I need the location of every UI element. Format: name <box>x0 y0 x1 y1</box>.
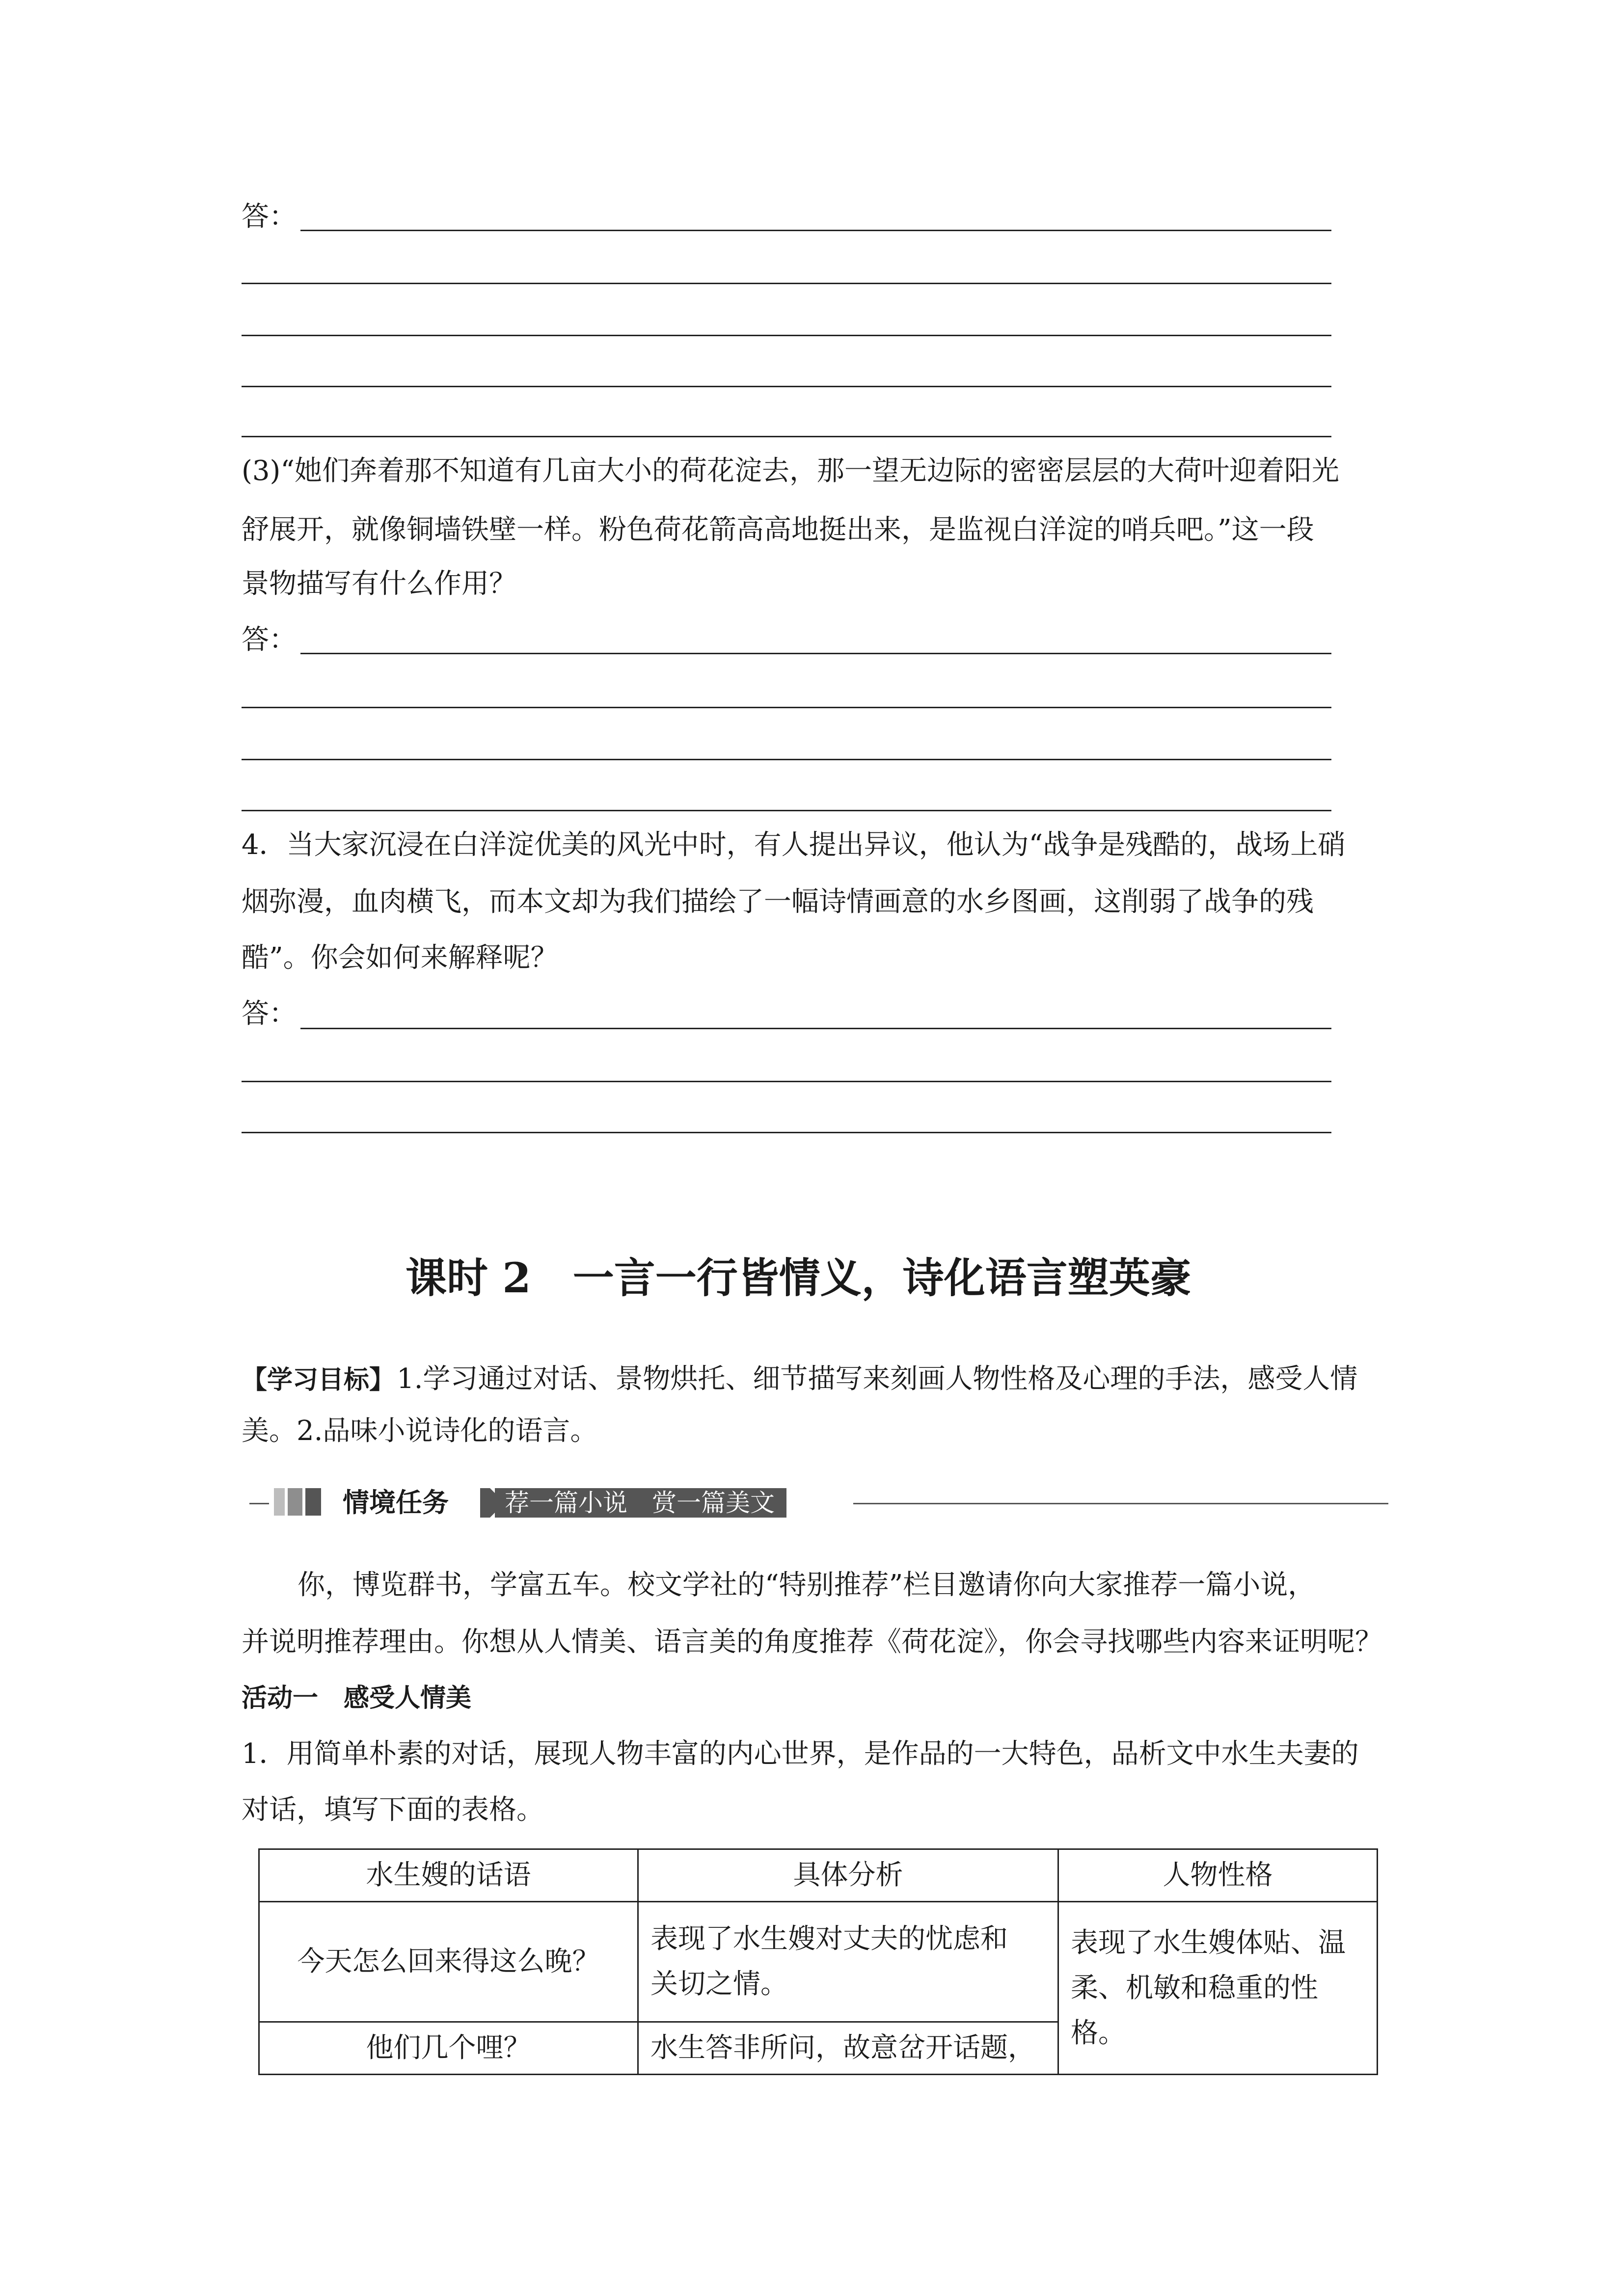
question-4-line: 4．当大家沉浸在白洋淀优美的风光中时，有人提出异议，他认为“战争是残酷的，战场上硝 <box>242 829 1346 861</box>
banner-subtitle: 荐一篇小说 赏一篇美文 <box>505 1489 775 1517</box>
table-header: 具体分析 <box>638 1849 1058 1902</box>
analysis-line: 水生答非所问，故意岔开话题， <box>650 2032 1035 2064</box>
answer-line[interactable] <box>242 283 1331 284</box>
answer-line[interactable] <box>300 653 1331 654</box>
banner-block <box>288 1488 302 1516</box>
trait-line: 柔、机敏和稳重的性格。 <box>1071 1972 1318 2049</box>
table-row <box>259 1902 1378 2022</box>
lesson-title <box>406 1254 1240 1302</box>
trait-line: 表现了水生嫂体贴、温 <box>1071 1926 1346 1959</box>
answer-line[interactable] <box>242 1132 1331 1133</box>
banner-block <box>274 1488 285 1516</box>
analysis-line: 关切之情。 <box>650 1968 788 2000</box>
table-cell-trait[interactable] <box>1058 1902 1378 2075</box>
activity-question: 对话，填写下面的表格。 <box>242 1794 544 1826</box>
objective-text: 美。2.品味小说诗化的语言。 <box>242 1415 598 1447</box>
answer-line[interactable] <box>242 707 1331 708</box>
lesson-number: 课时 2 <box>406 1254 531 1302</box>
answer-line[interactable] <box>242 759 1331 760</box>
banner-label: 情境任务 <box>343 1487 449 1518</box>
question-3-line: 舒展开，就像铜墙铁壁一样。粉色荷花箭高高地挺出来，是监视白洋淀的哨兵吧。”这一段 <box>242 514 1314 546</box>
answer-label: 答： <box>242 201 297 233</box>
analysis-table <box>258 1848 1378 2075</box>
answer-line[interactable] <box>300 230 1331 231</box>
answer-line[interactable] <box>242 810 1331 811</box>
question-3-line: 景物描写有什么作用？ <box>242 568 516 600</box>
activity-question: 1．用简单朴素的对话，展现人物丰富的内心世界，是作品的一大特色，品析文中水生夫妻的 <box>242 1738 1359 1770</box>
banner-subtitle-box <box>495 1488 786 1518</box>
answer-line[interactable] <box>242 335 1331 336</box>
table-cell-analysis[interactable] <box>638 2022 1058 2075</box>
scenario-text: 你，博览群书，学富五车。校文学社的“特别推荐”栏目邀请你向大家推荐一篇小说， <box>298 1569 1316 1601</box>
answer-line[interactable] <box>300 1028 1331 1029</box>
answer-line[interactable] <box>242 386 1331 387</box>
table-header: 人物性格 <box>1058 1849 1378 1902</box>
scenario-text: 并说明推荐理由。你想从人情美、语言美的角度推荐《荷花淀》，你会寻找哪些内容来证明呢？ <box>242 1626 1382 1658</box>
banner-block <box>305 1488 321 1516</box>
question-4-line: 酷”。你会如何来解释呢？ <box>242 942 558 974</box>
analysis-line: 表现了水生嫂对丈夫的忧虑和 <box>650 1923 1008 1955</box>
table-cell-speech: 他们几个哩？ <box>259 2022 638 2075</box>
answer-line[interactable] <box>242 1081 1331 1082</box>
lesson-title-text: 一言一行皆情义，诗化语言塑英豪 <box>572 1254 1191 1302</box>
table-header-row <box>259 1849 1378 1902</box>
table-cell-analysis[interactable] <box>638 1902 1058 2022</box>
table-header: 水生嫂的话语 <box>259 1849 638 1902</box>
table-cell-speech: 今天怎么回来得这么晚？ <box>259 1902 638 2022</box>
activity-heading: 活动一 感受人情美 <box>242 1683 472 1713</box>
question-4-line: 烟弥漫，血肉横飞，而本文却为我们描绘了一幅诗情画意的水乡图画，这削弱了战争的残 <box>242 886 1314 918</box>
answer-label: 答： <box>242 998 297 1030</box>
answer-line[interactable] <box>242 436 1331 437</box>
objective-label: 【学习目标】 <box>242 1365 395 1395</box>
question-3-line: (3)“她们奔着那不知道有几亩大小的荷花淀去，那一望无边际的密密层层的大荷叶迎着阳光 <box>242 455 1339 487</box>
answer-label: 答： <box>242 624 297 656</box>
objective-text: 1.学习通过对话、景物烘托、细节描写来刻画人物性格及心理的手法，感受人情 <box>397 1363 1358 1395</box>
task-banner <box>249 1488 1388 1520</box>
